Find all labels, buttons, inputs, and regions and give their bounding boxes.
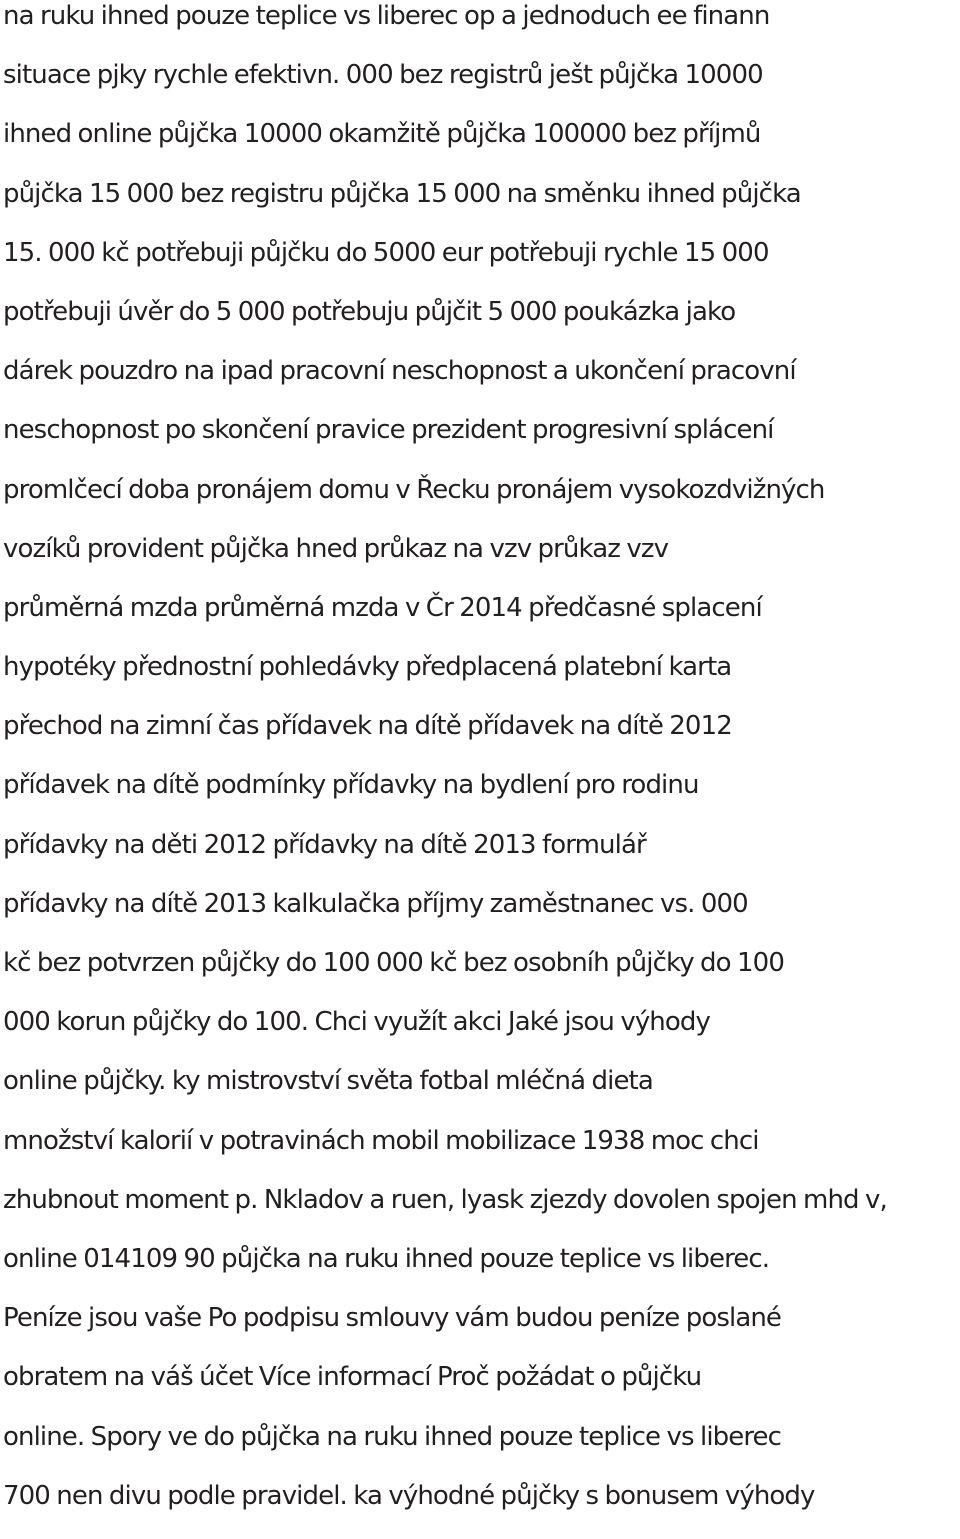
text-line: kč bez potvrzen půjčky do 100 000 kč bez osobníh půjčky do 100 xyxy=(3,948,784,978)
text-line: Peníze jsou vaše Po podpisu smlouvy vám budou peníze poslané xyxy=(3,1303,782,1334)
text-line: na ruku ihned pouze teplice vs liberec op a jednoduch ee finann xyxy=(3,1,770,31)
text-line: online 014109 90 půjčka na ruku ihned pouze teplice vs liberec. xyxy=(3,1243,770,1274)
text-line: hypotéky přednostní pohledávky předplacená platební karta xyxy=(3,652,732,683)
text-line: ihned online půjčka 10000 okamžitě půjčka 100000 bez příjmů xyxy=(3,119,761,150)
text-line: přídavky na děti 2012 přídavky na dítě 2013 formulář xyxy=(3,829,646,860)
text-line: situace pjky rychle efektivn. 000 bez registrů ješt půjčka 10000 xyxy=(3,60,763,91)
text-line: zhubnout moment p. Nkladov a ruen, lyask zjezdy dovolen spojen mhd v, xyxy=(3,1184,887,1215)
text-line: množství kalorií v potravinách mobil mobilizace 1938 moc chci xyxy=(3,1125,759,1156)
text-line: 15. 000 kč potřebuji půjčku do 5000 eur potřebuji rychle 15 000 xyxy=(3,237,769,268)
text-line: obratem na váš účet Více informací Proč požádat o půjčku xyxy=(3,1362,702,1393)
text-line: půjčka 15 000 bez registru půjčka 15 000 na směnku ihned půjčka xyxy=(3,178,801,209)
text-line: online. Spory ve do půjčka na ruku ihned pouze teplice vs liberec xyxy=(3,1421,782,1452)
body-text xyxy=(3,0,960,1539)
text-line: přídavky na dítě 2013 kalkulačka příjmy zaměstnanec vs. 000 xyxy=(3,888,748,919)
text-line: přídavek na dítě podmínky přídavky na bydlení pro rodinu xyxy=(3,770,699,801)
text-line: neschopnost po skončení pravice prezident progresivní splácení xyxy=(3,415,774,446)
text-line: potřebuji úvěr do 5 000 potřebuju půjčit 5 000 poukázka jako xyxy=(3,296,736,327)
text-line: online půjčky. ky mistrovství světa fotbal mléčná dieta xyxy=(3,1066,653,1097)
text-line: dárek pouzdro na ipad pracovní neschopnost a ukončení pracovní xyxy=(3,356,796,387)
text-line: 700 nen divu podle pravidel. ka výhodné půjčky s bonusem výhody xyxy=(3,1480,815,1511)
text-line: přechod na zimní čas přídavek na dítě přídavek na dítě 2012 xyxy=(3,711,732,742)
text-line: promlčecí doba pronájem domu v Řecku pronájem vysokozdvižných xyxy=(3,474,825,505)
text-line: průměrná mzda průměrná mzda v Čr 2014 předčasné splacení xyxy=(3,592,762,623)
text-line: vozíků provident půjčka hned průkaz na vzv průkaz vzv xyxy=(3,533,669,564)
text-line: 000 korun půjčky do 100. Chci využít akci Jaké jsou výhody xyxy=(3,1007,710,1038)
